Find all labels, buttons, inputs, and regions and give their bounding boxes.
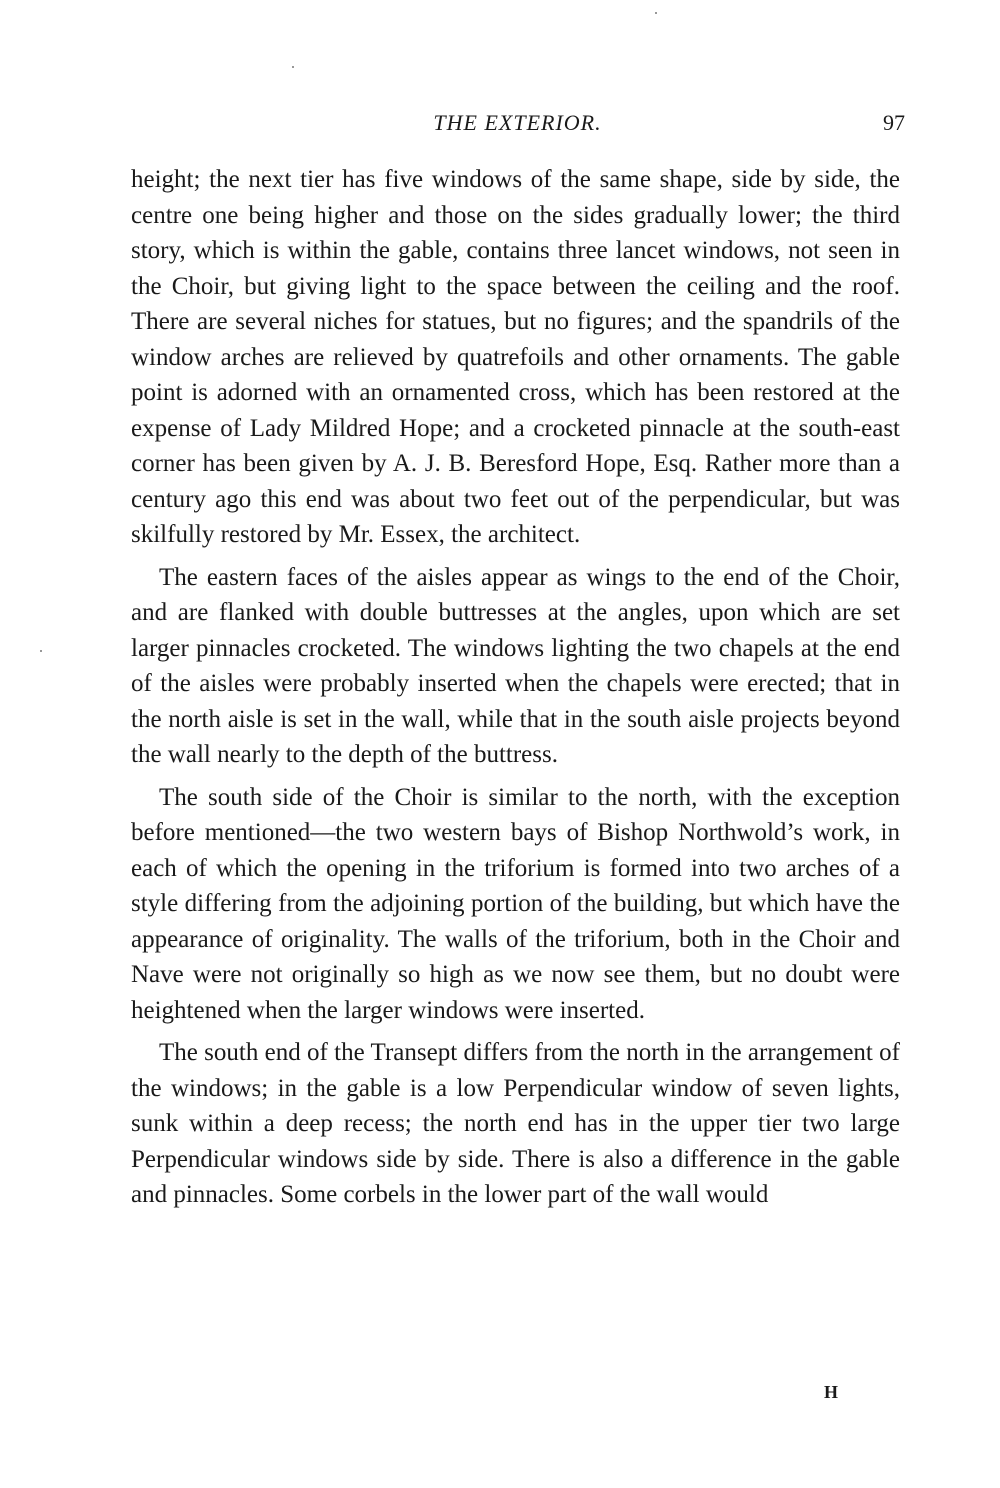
running-title: THE EXTERIOR. — [433, 110, 602, 135]
signature-mark: H — [824, 1382, 839, 1402]
paragraph: The south end of the Transept differs from the north in the arrangement of the windows; in the gable is a low Perpendicular window of seven lights, sunk within a deep recess; the north end has in the upper tier two large Perpendicular windows side by side. There is also a difference in the gable and pinnacles. Some corbels in the lower part of the wall would — [131, 1039, 900, 1208]
print-speck — [655, 12, 657, 14]
body-text — [131, 162, 900, 1220]
running-head — [130, 110, 905, 140]
print-speck — [292, 66, 294, 68]
paragraph: The south side of the Choir is similar to the north, with the exception before mentioned—the two western bays of Bishop Northwold’s work, in each of which the opening in the triforium is formed into two arches of a style differing from the adjoining portion of the building, but which have the appearance of originality. The walls of the triforium, both in the Choir and Nave were not originally so high as we now see them, but no doubt were heightened when the larger windows were inserted. — [131, 783, 900, 1024]
page-number: 97 — [883, 110, 905, 135]
paragraph: The eastern faces of the aisles appear as wings to the end of the Choir, and are flanked with double buttresses at the angles, upon which are set larger pinnacles crocketed. The windows lighting the two chapels at the end of the aisles were probably inserted when the chapels were erected; that in the north aisle is set in the wall, while that in the south aisle projects beyond the wall nearly to the depth of the buttress. — [131, 563, 900, 768]
paragraph: height; the next tier has five windows of the same shape, side by side, the centre one being higher and those on the sides gradually lower; the third story, which is within the gable, contains three lancet windows, not seen in the Choir, but giving light to the space between the ceiling and the roof. There are several niches for statues, but no figures; and the spandrils of the window arches are relieved by quatrefoils and other ornaments. The gable point is adorned with an ornamented cross, which has been restored at the expense of Lady Mildred Hope; and a crocketed pinnacle at the south-east corner has been given by A. J. B. Beresford Hope, Esq. Rather more than a century ago this end was about two feet out of the perpendicular, but was skilfully restored by Mr. Essex, the architect. — [131, 166, 900, 548]
print-speck — [40, 650, 42, 652]
